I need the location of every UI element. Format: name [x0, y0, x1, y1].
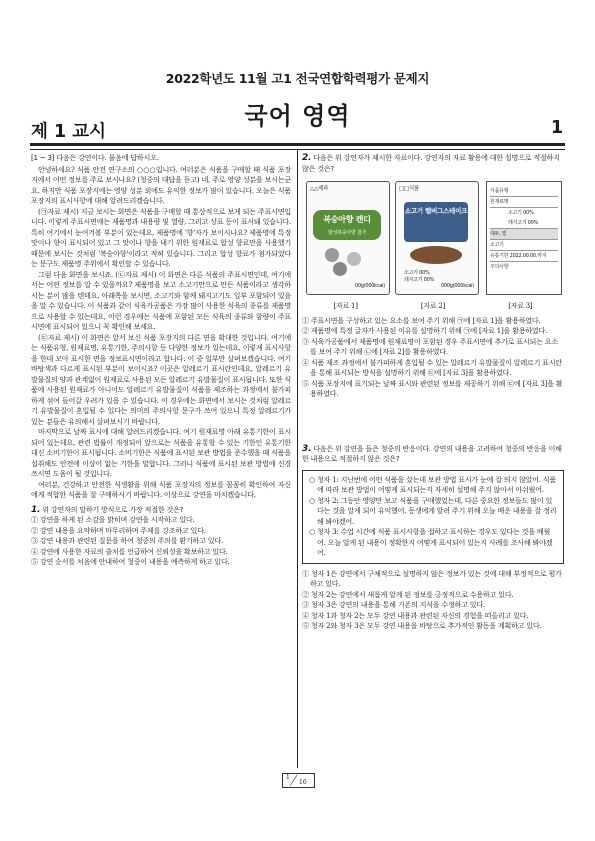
page-indicator — [282, 773, 315, 788]
info-row: 소고기 00% — [508, 210, 534, 216]
info-row: 돼지고기 00% — [490, 218, 558, 229]
info-row: 소고기 — [490, 240, 558, 251]
passage-paragraph: (㉢자료 제시) 이 화면은 앞서 보신 식품 포장지의 다른 면을 확대한 것입니다. 여기에는 식품유형, 원재료명, 유통기한, 주의사항 등 다양한 정보가 있는데요, 이렇게 표시사항을 한데 모아 표시한 면을 정보표시면이라고 합니다. 이 중 일부만 살펴보겠습니다. 여기 바탕색과 다르게 표시된 부분이 보이시죠? 이곳은 알레르기 표시란인데요, 알레르기 유발물질의 양과 관계없이 원재료로 사용된 모든 알레르기 유발물질이 표시됩니다. 또한 식품에 사용된 원재료가 아니어도 알레르기 유발물질이 식품을 제조하는 과정에서 불가피하게 섞여 들어갈 우려가 있을 수 있습니다. 이 경우에는 화면에서 보시는 것처럼 알레르기 유발물질이 혼입될 수 있다는 의미의 주의사항 문구가 쓰여 있으니 특정 알레르기가 있는 분들은 유의해서 살펴보시기 바랍니다. — [31, 332, 291, 426]
material-2-brand: □□식품 — [399, 186, 420, 192]
question-2-number: 2. — [302, 153, 312, 163]
materials-labels — [302, 301, 564, 312]
material-3-label: [자료 3] — [508, 302, 533, 310]
passage-paragraph: 여러분, 건강하고 안전한 식생활을 위해 식품 포장지의 정보를 꼼꼼히 확인하여 자신에게 적합한 식품을 잘 구매하시기 바랍니다. 이상으로 강연을 마치겠습니다. — [31, 479, 291, 499]
answer-option[interactable]: ③ 식육가공품에서 제품명에 원재료명이 포함된 경우 주표시면에 추가로 표시되는 요소를 보여 주기 위해 ㉡에 [자료 2]를 활용하였다. — [302, 336, 558, 356]
info-row: 원재료명 — [490, 197, 558, 208]
materials-figure — [302, 179, 564, 299]
page-number: 1 — [550, 118, 563, 138]
answer-option[interactable]: ① 강연을 하게 된 소감을 밝히며 강연을 시작하고 있다. — [31, 515, 195, 524]
allergy-row: 대두, 밀 — [490, 229, 558, 240]
answer-option[interactable]: ④ 강연에 사용한 자료의 출처를 언급하여 신뢰성을 확보하고 있다. — [31, 546, 228, 556]
candy-image-icon — [333, 262, 347, 276]
answer-option[interactable]: ① 주표시면을 구성하고 있는 요소를 보여 주기 위해 ㉠에 [자료 1]을 활용하였다. — [302, 315, 541, 325]
material-3-info-panel — [486, 181, 562, 295]
answer-option[interactable]: ④ 청자 1과 청자 2는 모두 강연 내용과 관련된 자신의 경험을 떠올리고 있다. — [302, 610, 529, 620]
material-2-package — [395, 181, 479, 295]
info-row: 유통기한 2022.00.00.까지 — [490, 251, 558, 262]
question-1 — [31, 505, 291, 516]
answer-option[interactable]: ② 강연 내용을 요약하며 마무리하며 주제를 강조하고 있다. — [31, 525, 206, 535]
question-3 — [302, 444, 564, 465]
passage-paragraph: 마지막으로 날짜 표시에 대해 알려드리겠습니다. 여기 원재료명 아래 유통기한이 표시되어 있는데요, 관련 법률이 개정되어 앞으로는 식품을 유통할 수 있는 기한인 유통기한 대신 소비기한이 표시됩니다. 소비기한은 식품에 표시된 보관 방법을 준수했을 때 식품을 섭취해도 안전에 이상이 없는 기한을 말합니다. 그러니 식품에 표시된 보관 방법에 신경 쓰시면 도움이 될 것입니다. — [31, 427, 291, 478]
passage-paragraph: (㉠자료 제시) 지금 보시는 화면은 식품을 구매할 때 통상적으로 보게 되는 주표시면입니다. 이렇게 주표시면에는 제품명과 내용량 및 열량, 그리고 상표 등이 표시돼 있습니다. 특히 여기에서 눈여겨볼 부분이 있는데요, 제품명에 '향'자가 보이시나요? 제품명에 특정 맛이나 향이 표시되어 있고 그 맛이나 향을 내기 위한 원재료로 합성 향료만을 사용했기 때문에 보시는 것처럼 '복숭아향'이라고 적혀 있습니다. 그리고 합성 향료가 첨가되었다는 문구도 제품명 주위에서 확인할 수 있습니다. — [31, 206, 291, 268]
answer-option[interactable]: ① 청자 1은 강연에서 구체적으로 설명하지 않은 정보가 있는 것에 대해 부정적으로 평가하고 있다. — [302, 568, 562, 588]
listener-reaction: ○ 청자 3: 수업 시간에 식품 표시사항을 접하고 표시하는 경우도 있다는 것을 배웠어. 오늘 알게 된 내용이 정확한지 어떻게 표시되어 있는지 사례를 조사해 봐야겠어. — [309, 527, 553, 557]
listener-reaction: ○ 청자 1: 지난번에 어떤 식품을 샀는데 보관 방법 표시가 눈에 잘 띄지 않았어. 식품에 따라 보관 방법이 어떻게 표시되는지 자세히 설명해 주지 않아서 아쉬웠어. — [309, 474, 557, 494]
right-column — [302, 153, 564, 632]
material-1-product-name: 복숭아향 캔디 — [323, 215, 371, 224]
question-2-stem: 다음은 위 강연자가 제시한 자료이다. 강연자의 자료 활용에 대한 설명으로 적절하지 않은 것은? — [302, 153, 560, 173]
question-3-stem: 다음은 위 강연을 들은 청중의 반응이다. 강연의 내용을 고려하여 청중의 반응을 이해한 내용으로 적절하지 않은 것은? — [302, 443, 562, 463]
footer-page: 1 — [286, 774, 290, 781]
material-1-package — [306, 181, 390, 295]
question-3-number: 3. — [302, 443, 312, 454]
info-row: 주의사항 — [490, 264, 509, 270]
answer-option[interactable]: ④ 식품 제조 과정에서 불가피하게 혼입될 수 있는 알레르기 유발물질이 알레르기 표시란을 통해 표시되는 방식을 설명하기 위해 ㉢에 [자료 3]을 활용하였다. — [302, 357, 562, 377]
info-row: 식품유형 — [490, 186, 558, 197]
answer-option[interactable]: ③ 강연 내용과 관련된 질문을 하여 청중의 주의를 환기하고 있다. — [31, 536, 223, 545]
steak-image-icon — [410, 246, 462, 264]
material-2-label: [자료 2] — [420, 302, 446, 310]
subject-title: 국어 영역 — [244, 102, 351, 130]
passage-heading: [1 ~ 3] 다음은 강연이다. 물음에 답하시오. — [31, 153, 159, 162]
passage-paragraph: 안녕하세요? 식품 안전 연구소의 ○○○입니다. 여러분은 식품을 구매할 때 식품 포장지에서 어떤 정보를 주로 보시나요? (청중의 대답을 듣고) 네, 주로 영양 성분을 보시는군요. 하지만 식품 포장지에는 영양 성분 외에도 유익한 정보가 많이 있습니다. 오늘은 식품 포장지의 표시사항에 대해 알려드리겠습니다. — [31, 164, 291, 205]
answer-option[interactable]: ⑤ 청자 2와 청자 3은 모두 강연 내용을 바탕으로 추가적인 활동을 계획하고 있다. — [302, 621, 542, 630]
exam-title: 2022학년도 11월 고1 전국연합학력평가 문제지 — [165, 71, 430, 86]
footer-total: 16 — [299, 779, 307, 786]
material-2-content-1: 소고기 00% — [404, 270, 430, 276]
listener-reactions-box — [302, 470, 564, 564]
material-1-weight: 00g(000kcal) — [354, 282, 385, 289]
candy-image-icon — [325, 248, 339, 262]
passage-paragraph: 그럼 다음 화면을 보시죠. (㉡자료 제시) 이 화면은 다른 식품의 주표시면인데, 여기에서는 어떤 정보를 알 수 있을까요? 제품명을 보고 소고기만으로 만든 식품이라고 생각하시는 분이 많을 텐데요, 아래쪽을 보시면, 소고기와 함께 돼지고기도 일부 포함되어 있음을 알 수 있습니다. 이 식품과 같이 식육가공품은 가장 많이 사용한 식육의 종류를 제품명으로 사용할 수 있는데요, 이런 경우에는 식품에 포함된 모든 식육의 종류와 함량이 주표시면에 표시되어 있으니 꼭 확인해 보세요. — [31, 269, 291, 331]
answer-option[interactable]: ⑤ 식품 포장지에 표기되는 날짜 표시와 관련된 정보를 제공하기 위해 ㉢에 [자료 3]을 활용하였다. — [302, 378, 563, 398]
material-1-brand: △△제과 — [310, 186, 329, 192]
answer-option[interactable]: ② 청자 2는 강연에서 새롭게 알게 된 정보를 긍정적으로 수용하고 있다. — [302, 589, 514, 599]
material-2-content-2: 돼지고기 00% — [404, 277, 435, 283]
answer-option[interactable]: ③ 청자 3은 강연의 내용을 통해 기존의 지식을 수정하고 있다. — [302, 600, 486, 609]
column-divider — [297, 150, 298, 768]
material-1-subtitle: 합성복숭아향 첨가 — [328, 230, 366, 236]
left-column — [31, 153, 291, 568]
header-rule — [30, 143, 565, 146]
listener-reaction: ○ 청자 2: 그동안 영양만 보고 식품을 구매했었는데, 다른 중요한 정보들도 많이 있다는 것을 알게 되어 유익했어. 동생에게 알려 주기 위해 오늘 배운 내용을 잘 정리해 봐야겠어. — [309, 495, 557, 526]
material-1-label: [자료 1] — [333, 302, 358, 310]
material-2-weight: 000g(000kcal) — [440, 282, 474, 289]
answer-option[interactable]: ② 제품명에 특정 글자가 사용된 이유를 설명하기 위해 ㉠에 [자료 1]을 활용하였다. — [302, 326, 548, 335]
answer-option[interactable]: ⑤ 강연 순서를 처음에 안내하여 청중이 내용을 예측하게 하고 있다. — [31, 557, 230, 566]
question-1-number: 1. — [31, 504, 41, 515]
candy-image-icon — [347, 252, 361, 266]
period-label: 제 1 교시 — [31, 122, 107, 142]
question-2 — [302, 153, 564, 174]
question-1-stem: 위 강연자의 말하기 방식으로 가장 적절한 것은? — [42, 504, 184, 514]
material-2-product-name: 소고기 햄버그스테이크 — [404, 207, 468, 215]
